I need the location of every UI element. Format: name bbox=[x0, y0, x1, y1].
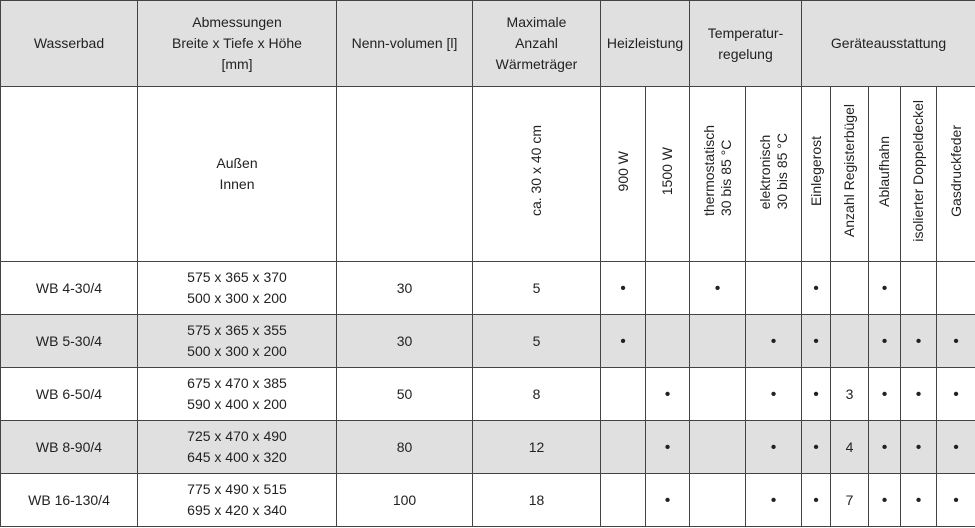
cell-deckel: • bbox=[901, 421, 937, 474]
cell-deckel: • bbox=[901, 368, 937, 421]
cell-elektro bbox=[746, 262, 802, 315]
cell-thermo bbox=[690, 421, 746, 474]
table-row bbox=[1, 262, 975, 315]
cell-dims: 575 x 365 x 355 500 x 300 x 200 bbox=[138, 315, 337, 368]
cell-carriers: 8 bbox=[473, 368, 601, 421]
header-geraeteausstattung: Geräteausstattung bbox=[802, 1, 975, 87]
cell-buegel bbox=[831, 315, 869, 368]
cell-hahn: • bbox=[869, 421, 901, 474]
cell-carriers: 5 bbox=[473, 262, 601, 315]
cell-hahn: • bbox=[869, 368, 901, 421]
cell-carriers: 12 bbox=[473, 421, 601, 474]
cell-rost: • bbox=[802, 368, 831, 421]
subheader-waermetraeger-size bbox=[473, 87, 601, 262]
cell-elektro: • bbox=[746, 421, 802, 474]
cell-deckel: • bbox=[901, 315, 937, 368]
heiz-1500-label: 1500 W bbox=[659, 146, 675, 196]
subheader-empty-volume bbox=[337, 87, 473, 262]
header-wasserbad: Wasserbad bbox=[1, 1, 138, 87]
subheader-heiz-900 bbox=[601, 87, 646, 262]
cell-feder: • bbox=[937, 421, 975, 474]
cell-buegel bbox=[831, 262, 869, 315]
subheader-ablaufhahn bbox=[869, 87, 901, 262]
cell-feder: • bbox=[937, 368, 975, 421]
subheader-doppeldeckel bbox=[901, 87, 937, 262]
cell-feder bbox=[937, 262, 975, 315]
heiz-900-label: 900 W bbox=[614, 150, 631, 192]
cell-model: WB 5-30/4 bbox=[1, 315, 138, 368]
temp-elektro-label: elektronisch 30 bis 85 °C bbox=[756, 132, 790, 210]
cell-model: WB 8-90/4 bbox=[1, 421, 138, 474]
cell-rost: • bbox=[802, 474, 831, 527]
cell-h1500: • bbox=[646, 368, 690, 421]
subheader-heiz-1500 bbox=[646, 87, 690, 262]
cell-h900 bbox=[601, 474, 646, 527]
cell-h900 bbox=[601, 368, 646, 421]
cell-thermo bbox=[690, 368, 746, 421]
cell-volume: 100 bbox=[337, 474, 473, 527]
cell-model: WB 16-130/4 bbox=[1, 474, 138, 527]
cell-volume: 80 bbox=[337, 421, 473, 474]
cell-dims: 575 x 365 x 370 500 x 300 x 200 bbox=[138, 262, 337, 315]
header-max-waermetraeger: Maximale Anzahl Wärmeträger bbox=[473, 1, 601, 87]
gasdruckfeder-label: Gasdruckfeder bbox=[947, 125, 964, 217]
cell-deckel: • bbox=[901, 474, 937, 527]
header-row bbox=[1, 1, 975, 87]
cell-h900: • bbox=[601, 262, 646, 315]
subheader-registerbuegel bbox=[831, 87, 869, 262]
cell-elektro: • bbox=[746, 474, 802, 527]
cell-model: WB 6-50/4 bbox=[1, 368, 138, 421]
cell-h1500: • bbox=[646, 421, 690, 474]
ablaufhahn-label: Ablaufhahn bbox=[876, 135, 893, 207]
table-row bbox=[1, 315, 975, 368]
registerbuegel-label: Anzahl Registerbügel bbox=[841, 104, 858, 238]
cell-hahn: • bbox=[869, 262, 901, 315]
cell-thermo bbox=[690, 315, 746, 368]
cell-rost: • bbox=[802, 421, 831, 474]
cell-rost: • bbox=[802, 315, 831, 368]
waermetraeger-size-label: ca. 30 x 40 cm bbox=[528, 125, 544, 217]
cell-volume: 50 bbox=[337, 368, 473, 421]
cell-hahn: • bbox=[869, 474, 901, 527]
cell-model: WB 4-30/4 bbox=[1, 262, 138, 315]
cell-hahn: • bbox=[869, 315, 901, 368]
cell-h900: • bbox=[601, 315, 646, 368]
subheader-empty bbox=[1, 87, 138, 262]
cell-thermo: • bbox=[690, 262, 746, 315]
subheader-einlegerost bbox=[802, 87, 831, 262]
temp-thermo-label: thermostatisch 30 bis 85 °C bbox=[700, 125, 734, 217]
table-row bbox=[1, 474, 975, 527]
cell-volume: 30 bbox=[337, 262, 473, 315]
cell-deckel bbox=[901, 262, 937, 315]
subheader-gasdruckfeder bbox=[937, 87, 975, 262]
cell-thermo bbox=[690, 474, 746, 527]
doppeldeckel-label: isolierter Doppeldeckel bbox=[910, 100, 927, 242]
subheader-row bbox=[1, 87, 975, 262]
cell-dims: 675 x 470 x 385 590 x 400 x 200 bbox=[138, 368, 337, 421]
table-row bbox=[1, 368, 975, 421]
subheader-temp-elektro bbox=[746, 87, 802, 262]
cell-dims: 725 x 470 x 490 645 x 400 x 320 bbox=[138, 421, 337, 474]
cell-rost: • bbox=[802, 262, 831, 315]
cell-buegel: 7 bbox=[831, 474, 869, 527]
header-temperaturregelung: Temperatur- regelung bbox=[690, 1, 802, 87]
subheader-abmessungen: Außen Innen bbox=[138, 87, 337, 262]
cell-dims: 775 x 490 x 515 695 x 420 x 340 bbox=[138, 474, 337, 527]
cell-carriers: 5 bbox=[473, 315, 601, 368]
cell-carriers: 18 bbox=[473, 474, 601, 527]
cell-feder: • bbox=[937, 474, 975, 527]
cell-feder: • bbox=[937, 315, 975, 368]
cell-h1500 bbox=[646, 262, 690, 315]
cell-buegel: 3 bbox=[831, 368, 869, 421]
cell-volume: 30 bbox=[337, 315, 473, 368]
cell-h1500 bbox=[646, 315, 690, 368]
cell-elektro: • bbox=[746, 368, 802, 421]
einlegerost-label: Einlegerost bbox=[807, 135, 824, 207]
subheader-temp-thermo bbox=[690, 87, 746, 262]
header-abmessungen: Abmessungen Breite x Tiefe x Höhe [mm] bbox=[138, 1, 337, 87]
cell-h1500: • bbox=[646, 474, 690, 527]
cell-elektro: • bbox=[746, 315, 802, 368]
cell-buegel: 4 bbox=[831, 421, 869, 474]
header-heizleistung: Heizleistung bbox=[601, 1, 690, 87]
header-nennvolumen: Nenn-volumen [l] bbox=[337, 1, 473, 87]
table-row bbox=[1, 421, 975, 474]
cell-h900 bbox=[601, 421, 646, 474]
